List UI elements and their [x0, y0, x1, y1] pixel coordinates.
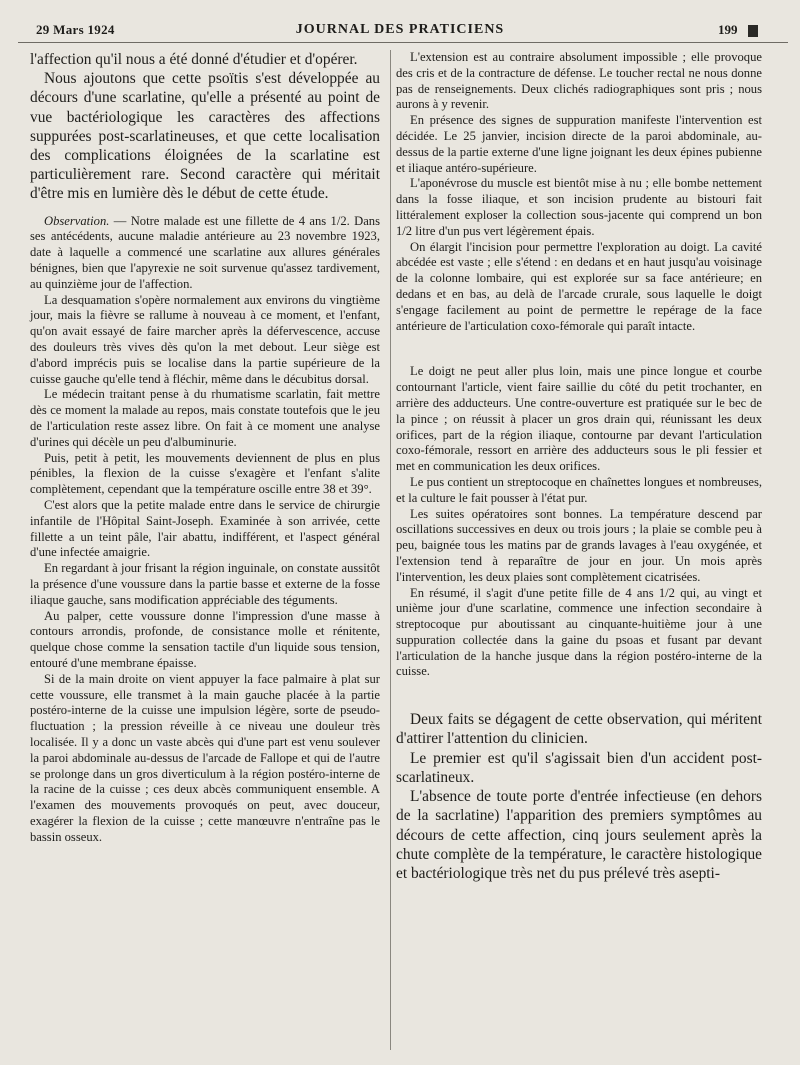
right-paragraph: Le doigt ne peut aller plus loin, mais une pince longue et courbe contournant l'article, vient faire saillie du côté du petit trochanter, en arrière des adducteurs. Une contre-ouverture est pratiquée sur le bec de la pince ; on réussit à placer un gros drain qui, réunissant les deux orifices, part de la région iliaque, contourne par devant l'articulation coxo-fémorale, ressort en arrière des adducteurs sous le pli fessier et met en communication les deux orifices.: [396, 364, 762, 474]
right-paragraph: Le pus contient un streptocoque en chaînettes longues et nombreuses, et la culture le fait pousser à l'état pur.: [396, 474, 762, 505]
page-number: 199: [718, 22, 738, 37]
right-paragraph: On élargit l'incision pour permettre l'exploration au doigt. La cavité abcédée est vaste ; elle s'étend : en dedans et en haut jusqu'au voisinage de la colonne lombaire, qui est explorée sur sa face antérieure; en dedans et en bas, au delà de l'arcade crurale, sous laquelle le doigt s'engage facilement au point de permettre le repérage de la face antérieure de l'articulation coxo-fémorale qui paraît intacte.: [396, 239, 762, 333]
spacer: [396, 680, 762, 710]
column-divider: [390, 50, 391, 1050]
left-column: [30, 50, 380, 846]
issue-date: 29 Mars 1924: [36, 22, 115, 37]
right-paragraph: L'aponévrose du muscle est bientôt mise à nu ; elle bombe nettement dans la fosse iliaque, et son incision prudente au bistouri fait littéralement exploser la collection sous-jacente qui comprend un bon 1/2 litre d'un pus vert légèrement épais.: [396, 176, 762, 238]
left-paragraph: C'est alors que la petite malade entre dans le service de chirurgie infantile de l'Hôpital Saint-Joseph. Examinée à son arrivée, cette fillette a un teint pâle, l'air abattu, indifférent, et l'aspect général d'une infectée amaigrie.: [30, 497, 380, 560]
spacer: [30, 204, 380, 214]
right-paragraph: Les suites opératoires sont bonnes. La température descend par oscillations successives en deux ou trois jours ; la plaie se comble peu à peu, baignée tous les matins par de grands lavages à l'eau oxygénée, et l'extension tend à reparaître de jour en jour. Un mois après l'intervention, les deux plaies sont complètement cicatrisées.: [396, 506, 762, 584]
right-column: [396, 50, 762, 883]
left-paragraph: Puis, petit à petit, les mouvements deviennent de plus en plus pénibles, la flexion de la cuisse s'exagère et l'enfant s'alite complètement, cependant que la température oscille entre 38 et 39°.: [30, 450, 380, 497]
conclusion-paragraph: L'absence de toute porte d'entrée infectieuse (en dehors de la sacrlatine) l'apparition des premiers symptômes au décours de cette affection, cinq jours seulement après la chute complète de la température, le caractère histologique et bactériologique très net du pus prélevé très asepti-: [396, 788, 762, 882]
right-paragraph: En résumé, il s'agit d'une petite fille de 4 ans 1/2 qui, au vingt et unième jour d'une scarlatine, commence une infection secondaire à streptocoque pur aboutissant au cinquante-huitième jour à une suppuration collectée dans la gaine du psoas et fusant par devant l'articulation de la hanche jusque dans la région postéro-interne de la cuisse.: [396, 585, 762, 679]
conclusion-paragraph: Le premier est qu'il s'agissait bien d'un accident post-scarlatineux.: [396, 749, 762, 786]
right-paragraph: En présence des signes de suppuration manifeste l'intervention est décidée. Le 25 janvier, incision directe de la paroi abdominale, au-dessus de la partie externe d'une ligne joignant les deux épines pubienne et iliaque antéro-supérieure.: [396, 113, 762, 175]
observation-paragraph: [30, 214, 380, 293]
header-rule: [18, 42, 788, 43]
left-paragraph: Si de la main droite on vient appuyer la face palmaire à plat sur cette voussure, elle transmet à la main gauche placée à la partie postéro-interne de la cuisse une impulsion légère, sorte de pseudo-fluctuation ; la pression réveille à ce niveau une douleur très localisée. Il y a donc un vaste abcès qui d'une part est venu soulever la paroi abdominale au-dessus de l'arcade de Fallope et qui de l'autre se prolonge dans un gros diverticulum à la région postéro-interne de la racine de la cuisse ; ces deux abcès communiquent ensemble. A l'examen des mouvements provoqués on peut, avec douceur, exagérer la flexion de la cuisse ; cette manœuvre n'entraîne pas le bassin osseux.: [30, 671, 380, 844]
page-header: [0, 0, 800, 42]
spacer: [396, 334, 762, 364]
intro-paragraph: Nous ajoutons que cette psoïtis s'est développée au décours d'une scarlatine, qu'elle a présenté au point de vue bactériologique les caractères des affections suppurées post-scarlatineuses, et que cette localisation des complications éloignées de la scarlatine est particulièrement rare. Second caractère qui méritait d'être mis en lumière dès le début de cette étude.: [30, 70, 380, 203]
observation-label: Observation.: [44, 213, 110, 228]
intro-continuation: l'affection qu'il nous a été donné d'étudier et d'opérer.: [30, 51, 358, 68]
right-paragraph: L'extension est au contraire absolument impossible ; elle provoque des cris et de la contracture de défense. Le toucher rectal ne nous donne pas de renseignements. Deux clichés radiographiques sont pris ; nous aurons à y revenir.: [396, 50, 762, 112]
left-paragraph: La desquamation s'opère normalement aux environs du vingtième jour, mais la fièvre se rallume à nouveau à ce moment, et l'enfant, qu'on avait essayé de faire marcher après la défervescence, accuse des douleurs très vives dès qu'on la met debout. Leur siège est d'abord imprécis puis se localise dans la partie supérieure de la cuisse gauche qu'elle tend à fléchir, même dans le décubitus dorsal.: [30, 292, 380, 386]
journal-title: JOURNAL DES PRATICIENS: [295, 22, 505, 37]
conclusion-paragraph: Deux faits se dégagent de cette observation, qui méritent d'attirer l'attention du clinicien.: [396, 711, 762, 748]
corner-mark: [748, 25, 758, 37]
observation-text: — Notre malade est une fillette de 4 ans 1/2. Dans ses antécédents, aucune maladie antérieure au 23 novembre 1923, date à laquelle a commencé une scarlatine aux allures générales bénignes, bien que l'apyrexie ne soit survenue qu'assez tardivement, au quinzième jour de l'affection.: [30, 213, 380, 291]
left-paragraph: Au palper, cette voussure donne l'impression d'une masse à contours arrondis, profonde, de consistance molle et rénitente, quelque chose comme la sensation tactile d'un liquide sous tension, entouré d'une membrane épaisse.: [30, 608, 380, 670]
left-paragraph: En regardant à jour frisant la région inguinale, on constate aussitôt la présence d'une voussure dans la partie basse et externe de la fosse iliaque gauche, sans modification appréciable des téguments.: [30, 561, 380, 607]
left-paragraph: Le médecin traitant pense à du rhumatisme scarlatin, fait mettre dès ce moment la malade au repos, mais constate toutefois que le jeu de l'articulation reste assez libre. On fait à ce moment une analyse d'urines qui décèle un peu d'albuminurie.: [30, 387, 380, 449]
